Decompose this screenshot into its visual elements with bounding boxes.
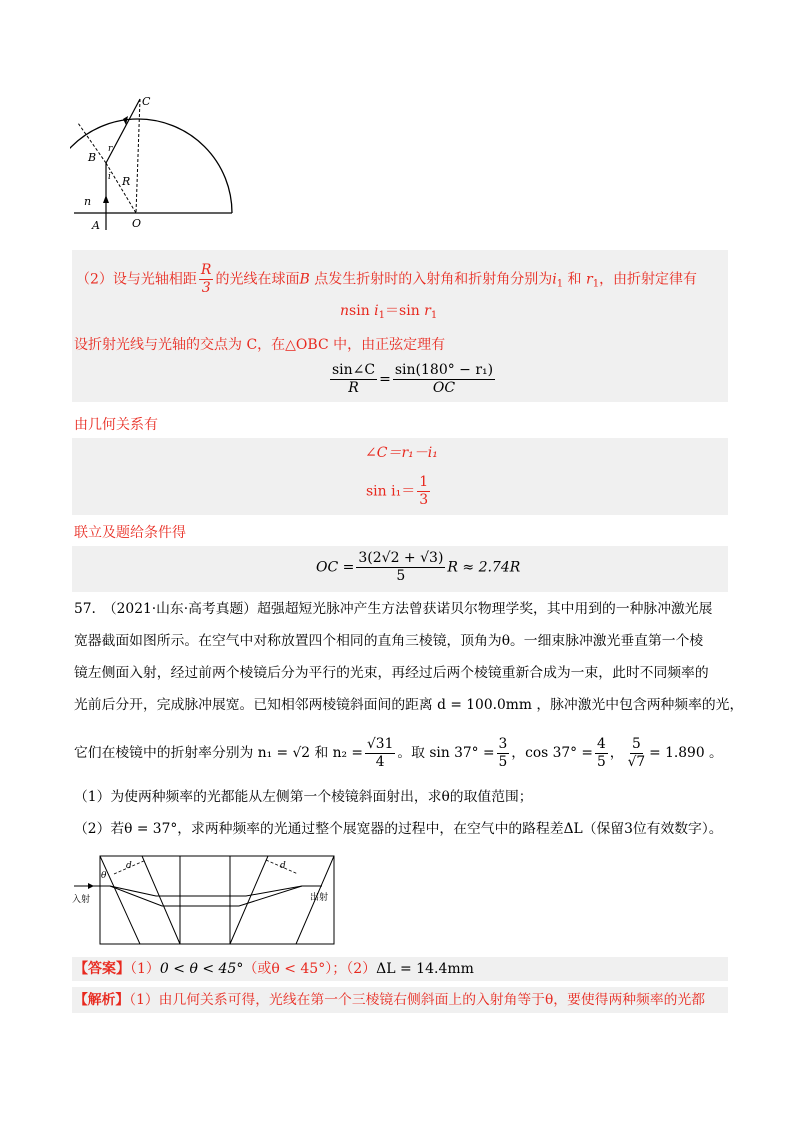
fig1-label-r1: r: [108, 144, 113, 154]
eq1-eq: ＝sin: [385, 303, 425, 319]
point-b: B: [299, 271, 310, 288]
eq4-num: 1: [419, 474, 429, 490]
combine-title: 联立及题给条件得: [74, 525, 186, 541]
eq1-r: r: [424, 303, 431, 319]
oc-equation: [316, 550, 520, 585]
fig1-label-n: n: [84, 195, 92, 208]
ratio-num: 5: [631, 736, 641, 752]
eq2-num2: sin(180° − r₁): [394, 362, 494, 378]
analysis-tag: 【解析】: [74, 992, 130, 1008]
q57-line3: 镜左侧面入射，经过前两个棱镜后分为平行的光束，再经过后两个棱镜重新合成为一束，此时不同频率的: [74, 665, 709, 681]
q57-line4: 光前后分开，完成脉冲展宽。已知相邻两棱镜斜面间的距离 d = 100.0mm ，脉冲激光中包含两种频率的光，: [74, 697, 744, 713]
n2-num: √31: [367, 736, 394, 752]
part2-text-a: （2）设与光轴相距: [76, 271, 197, 288]
prism-stretcher-figure: [70, 854, 370, 950]
sin-den: 5: [498, 754, 508, 770]
answer-part2: （2）: [346, 961, 377, 977]
eq5-right: R ≈ 2.74R: [447, 559, 521, 576]
fig1-label-b: B: [88, 151, 97, 164]
fig2-in-label: 入射: [72, 895, 91, 905]
snell-equation: [340, 300, 437, 327]
sin-num: 3: [498, 736, 508, 752]
l5a: 它们在棱镜中的折射率分别为 n₁ = √2 和 n₂ =: [74, 745, 363, 761]
frac-den: 3: [201, 280, 211, 296]
geom-eq4: [366, 474, 432, 509]
q57-line5: [74, 736, 723, 771]
l5c: ，cos 37° =: [511, 745, 593, 761]
eq1-i: i: [374, 303, 379, 319]
eq1-sin: sin: [349, 303, 375, 319]
n2-den: 4: [375, 754, 385, 770]
fig1-label-r: R: [122, 175, 131, 188]
part2-text-b: 的光线在球面: [215, 271, 300, 288]
analysis-text: （1）由几何关系可得，光线在第一个三棱镜右侧斜面上的入射角等于θ，要使得两种频率的光都: [129, 992, 706, 1008]
sine-rule-equation: [328, 362, 497, 397]
var-r: r: [585, 271, 593, 288]
eq5-num: 3(2√2 + √3): [358, 550, 444, 566]
eq4-left: sin i₁＝: [366, 483, 416, 500]
geom-title: 由几何关系有: [74, 417, 158, 433]
eq2-den1: R: [348, 380, 359, 396]
eq2-den2: OC: [432, 380, 456, 396]
cos-num: 4: [597, 736, 606, 752]
fig2-out-label: 出射: [310, 893, 329, 903]
fig2-d2: d: [280, 861, 286, 871]
fig1-label-c: C: [142, 95, 151, 108]
answer-line: [74, 958, 474, 980]
eq5-left: OC =: [316, 559, 355, 576]
eq1-sub-i: 1: [378, 310, 386, 321]
answer-tag: 【答案】: [74, 961, 130, 977]
eq5-den: 5: [396, 568, 406, 584]
cos-den: 5: [597, 754, 606, 770]
frac-num: R: [200, 262, 212, 278]
ratio-den: √7: [627, 754, 646, 770]
part2-line2: 设折射光线与光轴的交点为 C，在△OBC 中，由正弦定理有: [74, 337, 446, 353]
hemisphere-figure: [70, 95, 240, 240]
and-text: 和: [563, 271, 586, 288]
fig1-label-a: A: [92, 219, 100, 232]
q57-part1: （1）为使两种频率的光都能从左侧第一个棱镜斜面射出，求θ的取值范围；: [74, 789, 533, 805]
answer-alt: （或θ < 45°）；: [243, 961, 347, 977]
fig1-label-i1: i: [108, 172, 111, 182]
l5b: 。取 sin 37° =: [397, 745, 495, 761]
part2-text-d: ，由折射定律有: [599, 271, 698, 288]
sub-r: 1: [592, 278, 600, 290]
answer-part1: （1）: [130, 961, 160, 977]
part2-text-c: 点发生折射时的入射角和折射角分别为: [309, 271, 553, 288]
fig2-theta: θ: [101, 871, 107, 881]
var-i: i: [552, 271, 557, 288]
fig2-d1: d: [126, 861, 132, 871]
q57-line1: 57. （2021·山东·高考真题）超强超短光脉冲产生方法曾获诺贝尔物理学奖，其中用到的一种脉冲激光展: [74, 601, 713, 617]
eq1-sub-r: 1: [430, 310, 438, 321]
q57-line2: 宽器截面如图所示。在空气中对称放置四个相同的直角三棱镜，顶角为θ。一细束脉冲激光垂直第一个棱: [74, 633, 704, 649]
answer-math2: ΔL = 14.4mm: [376, 961, 474, 977]
part2-line1: [76, 262, 697, 297]
l5d: ，: [609, 745, 624, 761]
l5e: = 1.890 。: [649, 745, 723, 761]
fig1-label-o: O: [132, 217, 142, 230]
eq2-num1: sin∠C: [332, 362, 376, 378]
answer-math1: 0 < θ < 45°: [159, 961, 244, 977]
eq2-eq: =: [379, 371, 391, 388]
eq1-n: n: [340, 303, 350, 319]
sub-i: 1: [556, 278, 564, 290]
geom-eq3: ∠C＝r₁－i₁: [365, 445, 438, 461]
analysis-line: [74, 989, 705, 1011]
q57-part2: （2）若θ = 37°，求两种频率的光通过整个展宽器的过程中，在空气中的路程差ΔL（保留3位有效数字）。: [74, 821, 723, 837]
eq4-den: 3: [419, 492, 429, 508]
